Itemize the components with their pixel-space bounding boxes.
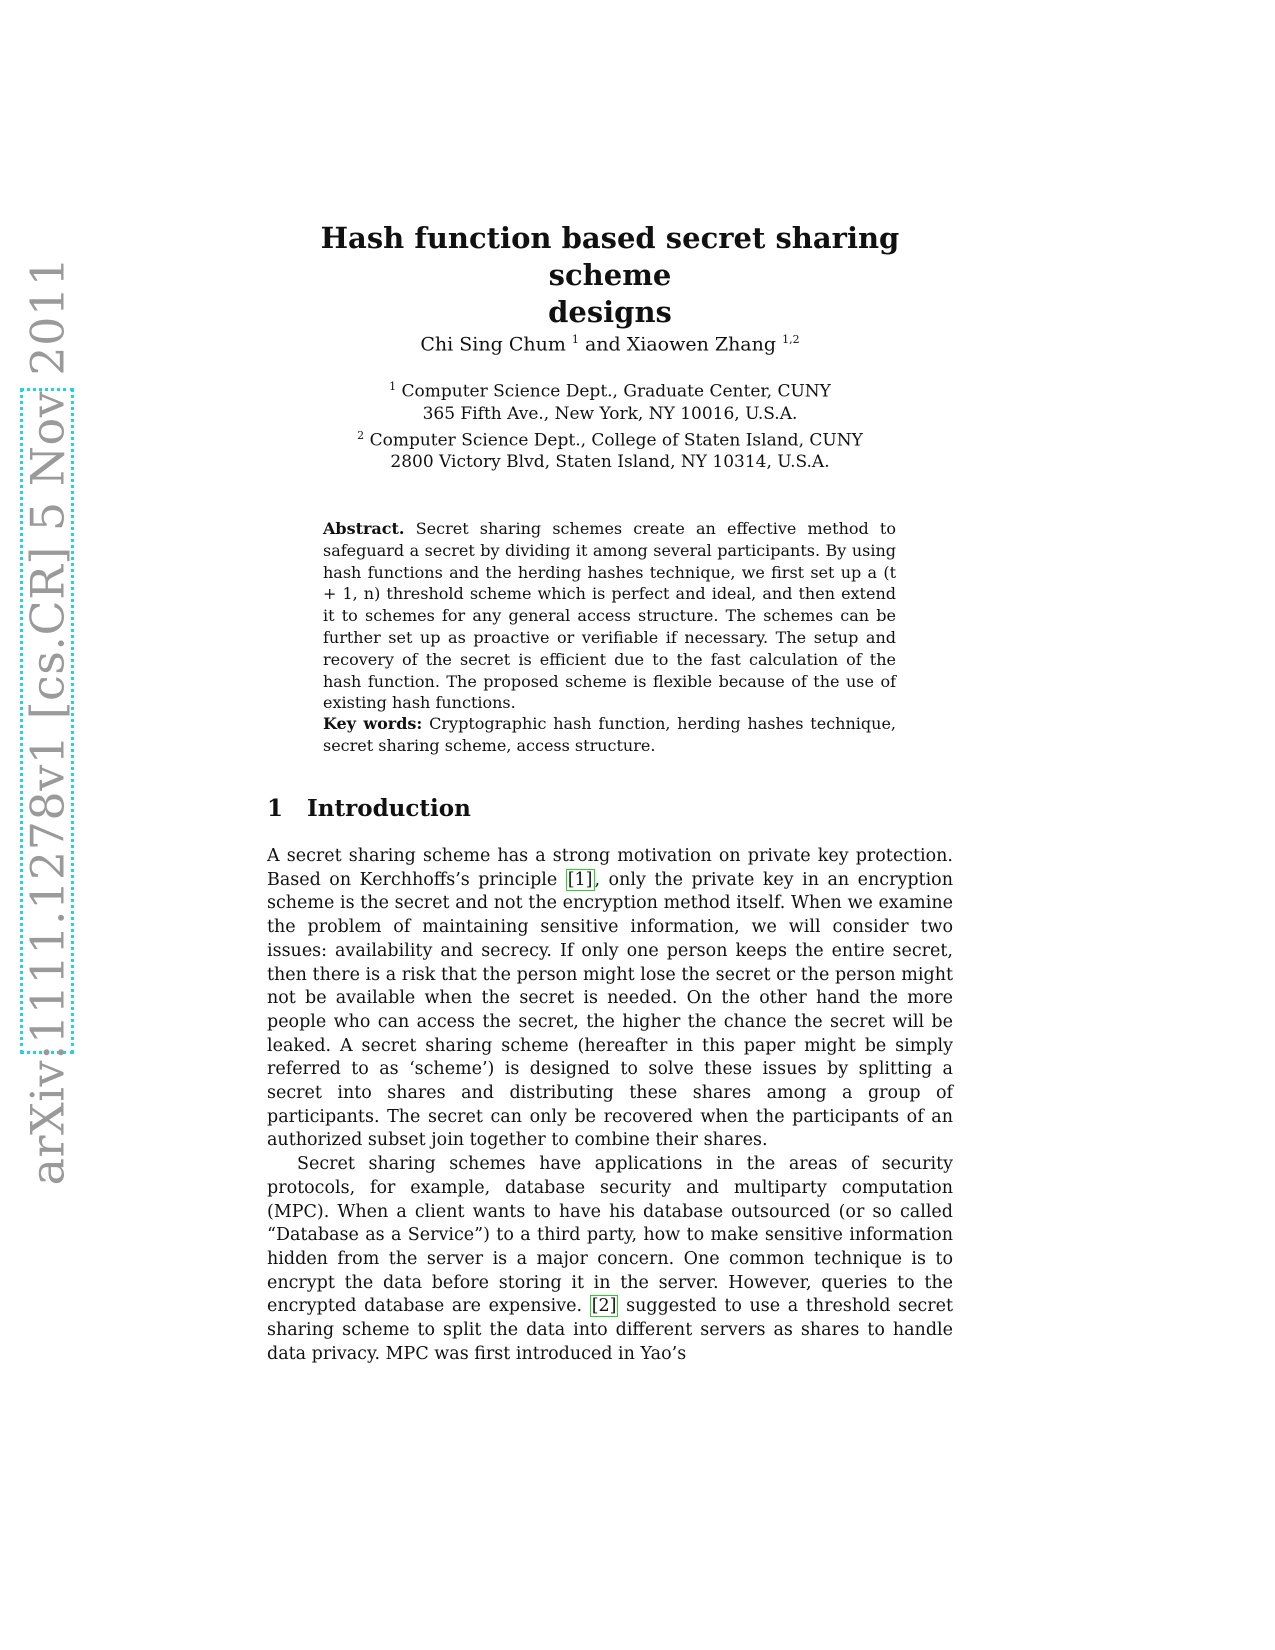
affiliation-2-mark: 2 (357, 428, 365, 442)
affiliation-1-line-2: 365 Fifth Ave., New York, NY 10016, U.S.A. (422, 403, 798, 424)
abstract-label: Abstract. (323, 519, 405, 538)
affiliation-1-mark: 1 (389, 380, 397, 393)
paragraph-2 (267, 1153, 953, 1366)
keywords-label: Key words: (323, 714, 423, 733)
paragraph-1 (267, 845, 953, 1153)
affiliation-1-line-1: Computer Science Dept., Graduate Center, CUNY (401, 381, 831, 402)
citation-link-1[interactable]: [1] (567, 869, 593, 890)
paragraph-2-text-a: Secret sharing schemes have applications in the areas of security protocols, for example, database security and multiparty computation (MPC). When a client wants to have his database outsourced (or so called “Database as a Service”) to a third party, how to make sensitive information hidden from the server is a major concern. One common technique is to encrypt the data before storing it in the server. However, queries to the encrypted database are expensive. (267, 1154, 953, 1317)
title-line-2: designs (548, 295, 672, 329)
affiliation-2-line-1: Computer Science Dept., College of Staten Island, CUNY (369, 430, 863, 451)
citation-link-2[interactable]: [2] (591, 1296, 617, 1317)
body-text (267, 845, 953, 1366)
arxiv-id-text: arXiv:1111.1278v1 [cs.CR] 5 Nov 2011 (20, 256, 74, 1186)
paragraph-2-text-b: suggested to use a threshold secret sharing scheme to split the data into different servers as shares to handle data privacy. MPC was first introduced in Yao’s (267, 1296, 953, 1364)
paper-title (290, 220, 930, 331)
author-1-affil-mark: 1 (571, 333, 579, 346)
title-line-1: Hash function based secret sharing scheme (320, 221, 900, 292)
author-list (290, 333, 930, 355)
author-1: Chi Sing Chum (420, 333, 566, 356)
affiliations (290, 376, 930, 473)
section-title: Introduction (307, 795, 471, 822)
abstract (323, 518, 896, 714)
affiliation-2-line-2: 2800 Victory Blvd, Staten Island, NY 10314, U.S.A. (390, 452, 830, 473)
paragraph-1-text-b: , only the private key in an encryption scheme is the secret and not the encryption method itself. When we examine the problem of maintaining sensitive information, we will consider two issues: availability and secrecy. If only one person keeps the entire secret, then there is a risk that the person might lose the secret or the person might not be available when the secret is needed. On the other hand the more people who can access the secret, the higher the chance the secret will be leaked. A secret sharing scheme (hereafter in this paper might be simply referred to as ‘scheme’) is designed to solve these issues by splitting a secret into shares and distributing these shares among a group of participants. The secret can only be recovered when the participants of an authorized subset join together to combine their shares. (267, 869, 953, 1151)
section-heading (267, 795, 471, 822)
affiliation-1 (290, 376, 930, 425)
arxiv-identifier-stamp (20, 256, 74, 1186)
affiliation-2 (290, 425, 930, 474)
section-number: 1 (267, 795, 284, 822)
author-conjunction: and (584, 333, 621, 356)
author-2: Xiaowen Zhang (626, 333, 777, 356)
paragraph-1-text-a: A secret sharing scheme has a strong motivation on private key protection. Based on Kerchhoffs’s principle (267, 846, 953, 890)
keywords-text: Cryptographic hash function, herding hashes technique, secret sharing scheme, access structure. (323, 714, 896, 755)
keywords (323, 713, 896, 757)
abstract-text: Secret sharing schemes create an effective method to safeguard a secret by dividing it among several participants. By using hash functions and the herding hashes technique, we first set up a (t + 1, n) threshold scheme which is perfect and ideal, and then extend it to schemes for any general access structure. The schemes can be further set up as proactive or verifiable if necessary. The setup and recovery of the secret is efficient due to the fast calculation of the hash function. The proposed scheme is flexible because of the use of existing hash functions. (323, 519, 896, 713)
author-2-affil-mark: 1,2 (782, 333, 800, 346)
